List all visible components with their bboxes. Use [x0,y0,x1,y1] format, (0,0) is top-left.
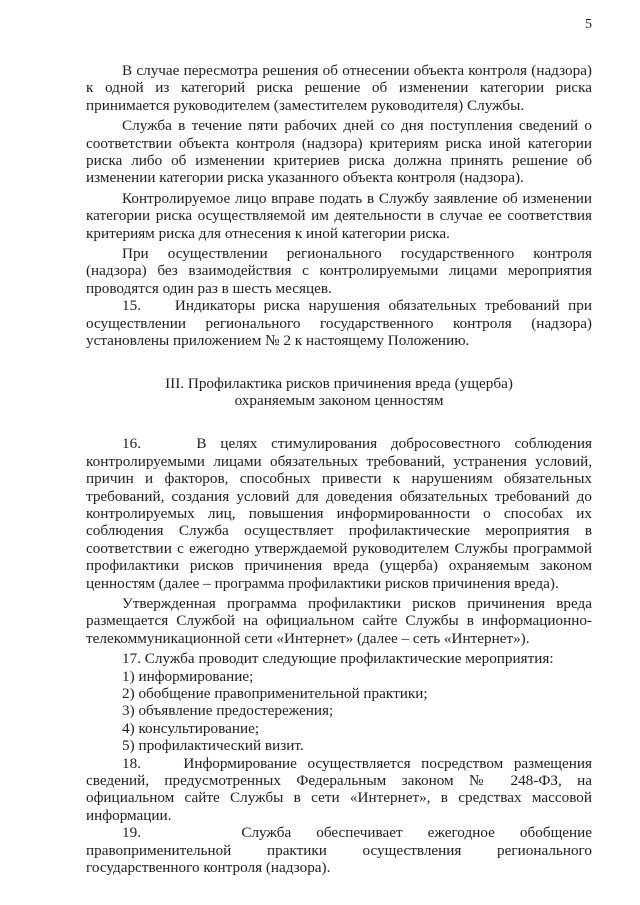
list-item: 5) профилактический визит. [122,737,304,755]
section-heading: III. Профилактика рисков причинения вреда (ущерба) охраняемым законом ценностям [165,374,513,409]
list-item: 2) обобщение правоприменительной практики; [122,685,428,702]
page-number: 5 [585,17,592,32]
paragraph-item-18: 18. Информирование осуществляется посредством размещения сведений, предусмотренных Федеральным законом № 248-ФЗ, на официальном сайте Службы в сети «Интернет», в средствах массовой информации. [86,754,592,824]
list-item: 1) информирование; [122,667,254,685]
paragraph-control-frequency: При осуществлении регионального государственного контроля (надзора) без взаимодействия с контролируемыми лицами мероприятия проводятся один раз в шесть месяцев. [86,245,592,297]
paragraph-item-15: 15. Индикаторы риска нарушения обязательных требований при осуществлении регионального государственного контроля (надзора) установлены приложением № 2 к настоящему Положению. [86,297,592,350]
list-item: 3) объявление предостережения; [122,702,334,720]
paragraph-category-change-decision: Служба в течение пяти рабочих дней со дня поступления сведений о соответствии объекта контроля (надзора) критериям риска иной категории риска либо об изменении критериев риска должна принять решение об изменении категории риска указанного объекта контроля (надзора). [86,117,592,187]
paragraph-item-17: 17. Служба проводит следующие профилактические мероприятия: [122,650,554,668]
list-item: 4) консультирование; [122,719,260,737]
paragraph-controlled-person-application: Контролируемое лицо вправе подать в Службу заявление об изменении категории риска осуществляемой им деятельности в случае ее соответствия критериям риска для отнесения к иной категории риска. [86,189,592,242]
paragraph-program-publication: Утвержденная программа профилактики рисков причинения вреда размещается Службой на официальном сайте Службы в информационно-телекоммуникационной сети «Интернет» (далее – сеть «Интернет»). [86,594,592,647]
document-body [86,62,592,876]
paragraph-item-16: 16. В целях стимулирования добросовестного соблюдения контролируемыми лицами обязательных требований, устранения условий, причин и факторов, способных привести к нарушениям обязательных требований, создания условий для доведения обязательных требований до контролируемых лиц, повышения информированности о способах их соблюдения Служба осуществляет профилактические мероприятия в соответствии с ежегодно утверждаемой руководителем Службы программой профилактики рисков причинения вреда (ущерба) охраняемым законом ценностям (далее – программа профилактики рисков причинения вреда). [86,435,592,592]
paragraph-item-19: 19. Служба обеспечивает ежегодное обобщение правоприменительной практики осуществления регионального государственного контроля (надзора). [86,824,592,877]
paragraph-category-revision: В случае пересмотра решения об отнесении объекта контроля (надзора) к одной из категорий риска решение об изменении категории риска принимается руководителем (заместителем руководителя) Службы. [86,62,592,114]
